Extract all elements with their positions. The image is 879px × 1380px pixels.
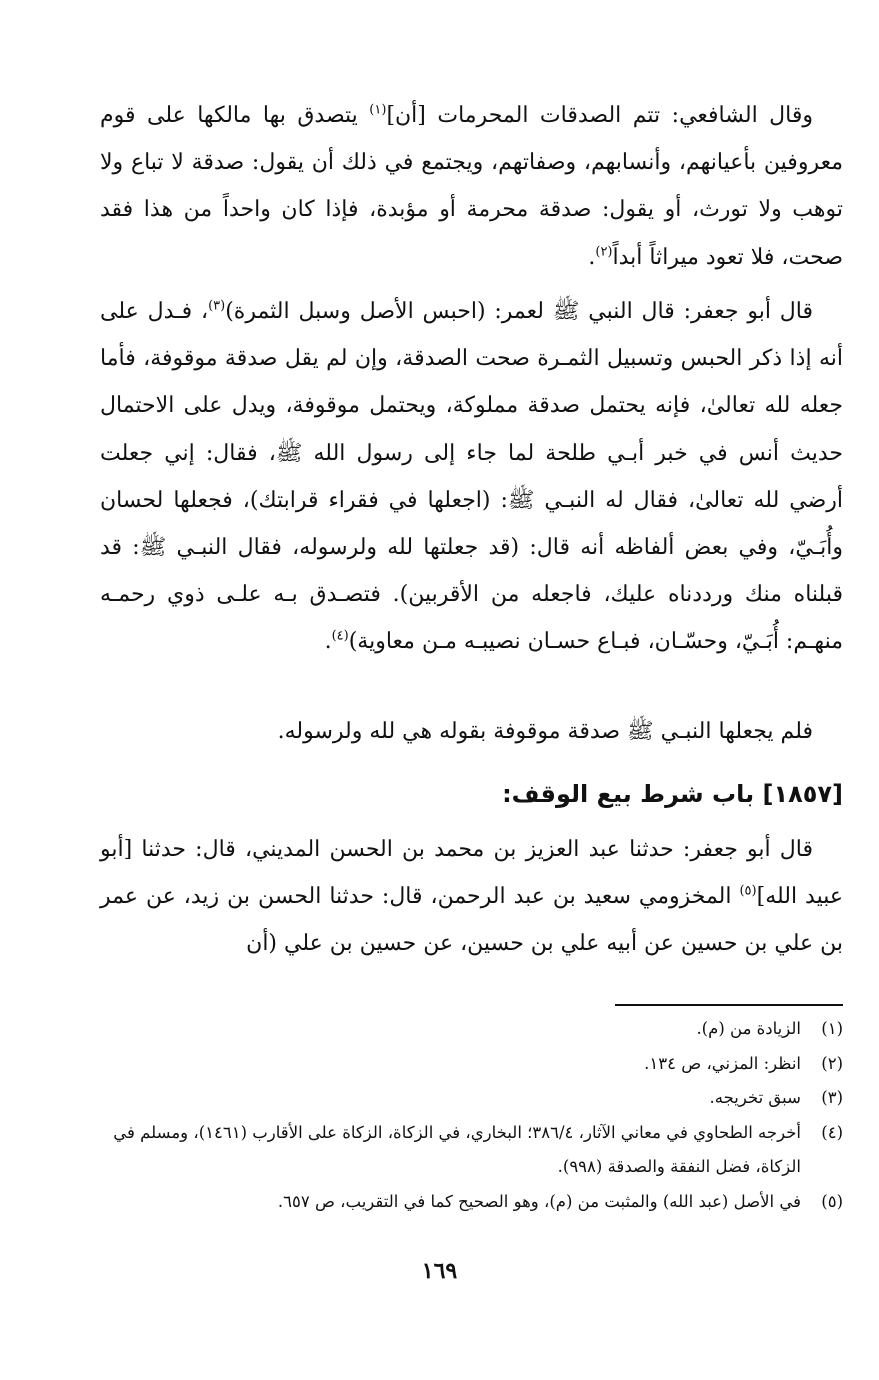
footnote-item: [100, 1116, 843, 1185]
footnote-number: (١): [821, 1019, 843, 1038]
footnote-item: [100, 1047, 843, 1082]
section-heading: [100, 768, 843, 820]
footnote-item: [100, 1185, 843, 1220]
footnote-text: أخرجه الطحاوي في معاني الآثار، ٣٨٦/٤؛ البخاري، في الزكاة، الزكاة على الأقارب (١٤٦١)، ومسلم في الزكاة، فضل النفقة والصدقة (٩٩٨).: [113, 1122, 801, 1176]
footnote-ref: (٣): [208, 298, 226, 314]
paragraph-text: قال أبو جعفر: حدثنا عبد العزيز بن محمد بن الحسن المديني، قال: حدثنا [أبو عبيد الله]: [100, 837, 844, 910]
paragraph-text: .: [324, 629, 332, 655]
paragraph-text: قال أبو جعفر: قال النبي ﷺ لعمر: (احبس الأصل وسبل الثمرة): [225, 299, 814, 324]
footnote-ref: (١): [369, 102, 387, 118]
footnote-ref: (٢): [595, 244, 613, 260]
footnote-text: انظر: المزني، ص ١٣٤.: [644, 1053, 801, 1073]
footnote-item: [100, 1012, 843, 1047]
paragraph-hadith-chain: [100, 826, 843, 968]
footnote-divider: [615, 1004, 843, 1006]
section-number: [١٨٥٧]: [762, 780, 843, 808]
paragraph-text: يتصدق بها مالكها على قوم معروفين بأعيانهم، وأنسابهم، وصفاتهم، ويجتمع في ذلك أن يقول: صدقة لا تباع ولا توهب ولا تورث، أو يقول: صدقة محرمة أو مؤبدة، فإذا كان واحداً من هذا فقد صحت، فلا تعود ميراثاً أبداً: [100, 103, 844, 270]
footnote-item: [100, 1081, 843, 1116]
paragraph-text: .: [588, 244, 596, 270]
paragraph-text: ، فـدل على أنه إذا ذكر الحبس وتسبيل الثمـرة صحت الصدقة، وإن لم يقل صدقة موقوفة، فأما جعله لله تعالىٰ، فإنه يحتمل صدقة مملوكة، ويحتمل موقوفة، ويدل على الاحتمال حديث أنس في خبر أبـي طلحة لما جاء إلى رسول الله ﷺ، فقال: إني جعلت أرضي لله تعالىٰ، فقال له النبـي ﷺ: (اجعلها في فقراء قرابتك)، فجعلها لحسان وأُبَـيّ، وفي بعض ألفاظه أنه قال: (قد جعلتها لله ولرسوله، فقال النبـي ﷺ: قد قبلناه منك ورددناه عليك، فاجعله من الأقربين). فتصـدق بـه علـى ذوي رحمـه منهـم: أُبَـيّ، وحسّـان، فبـاع حسـان نصيبـه مـن معاوية): [100, 299, 843, 655]
paragraph-conclusion: فلم يجعلها النبـي ﷺ صدقة موقوفة بقوله هي لله ولرسوله.: [277, 719, 813, 744]
footnote-number: (٣): [821, 1088, 843, 1107]
footnotes-list: [100, 1012, 843, 1219]
paragraph-text: المخزومي سعيد بن عبد الرحمن، قال: حدثنا الحسن بن زيد، عن عمر بن علي بن حسين عن أبيه علي بن حسين، عن حسين بن علي (أن: [100, 884, 843, 957]
footnote-ref: (٤): [331, 629, 349, 645]
footnote-number: (٢): [821, 1053, 843, 1073]
footnote-text: في الأصل (عبد الله) والمثبت من (م)، وهو الصحيح كما في التقريب، ص ٦٥٧.: [277, 1191, 801, 1211]
page-number: ١٦٩: [421, 1258, 458, 1284]
paragraph-abu-jafar: [100, 288, 843, 666]
footnote-text: سبق تخريجه.: [709, 1088, 801, 1107]
paragraph-shafii: [100, 92, 843, 281]
footnote-text: الزيادة من (م).: [696, 1019, 801, 1038]
footnote-ref: (٥): [739, 883, 757, 899]
paragraph-text: وقال الشافعي: تتم الصدقات المحرمات [أن]: [386, 103, 813, 128]
footnote-number: (٤): [821, 1122, 843, 1142]
footnote-number: (٥): [821, 1191, 843, 1211]
section-title: باب شرط بيع الوقف:: [502, 780, 755, 808]
